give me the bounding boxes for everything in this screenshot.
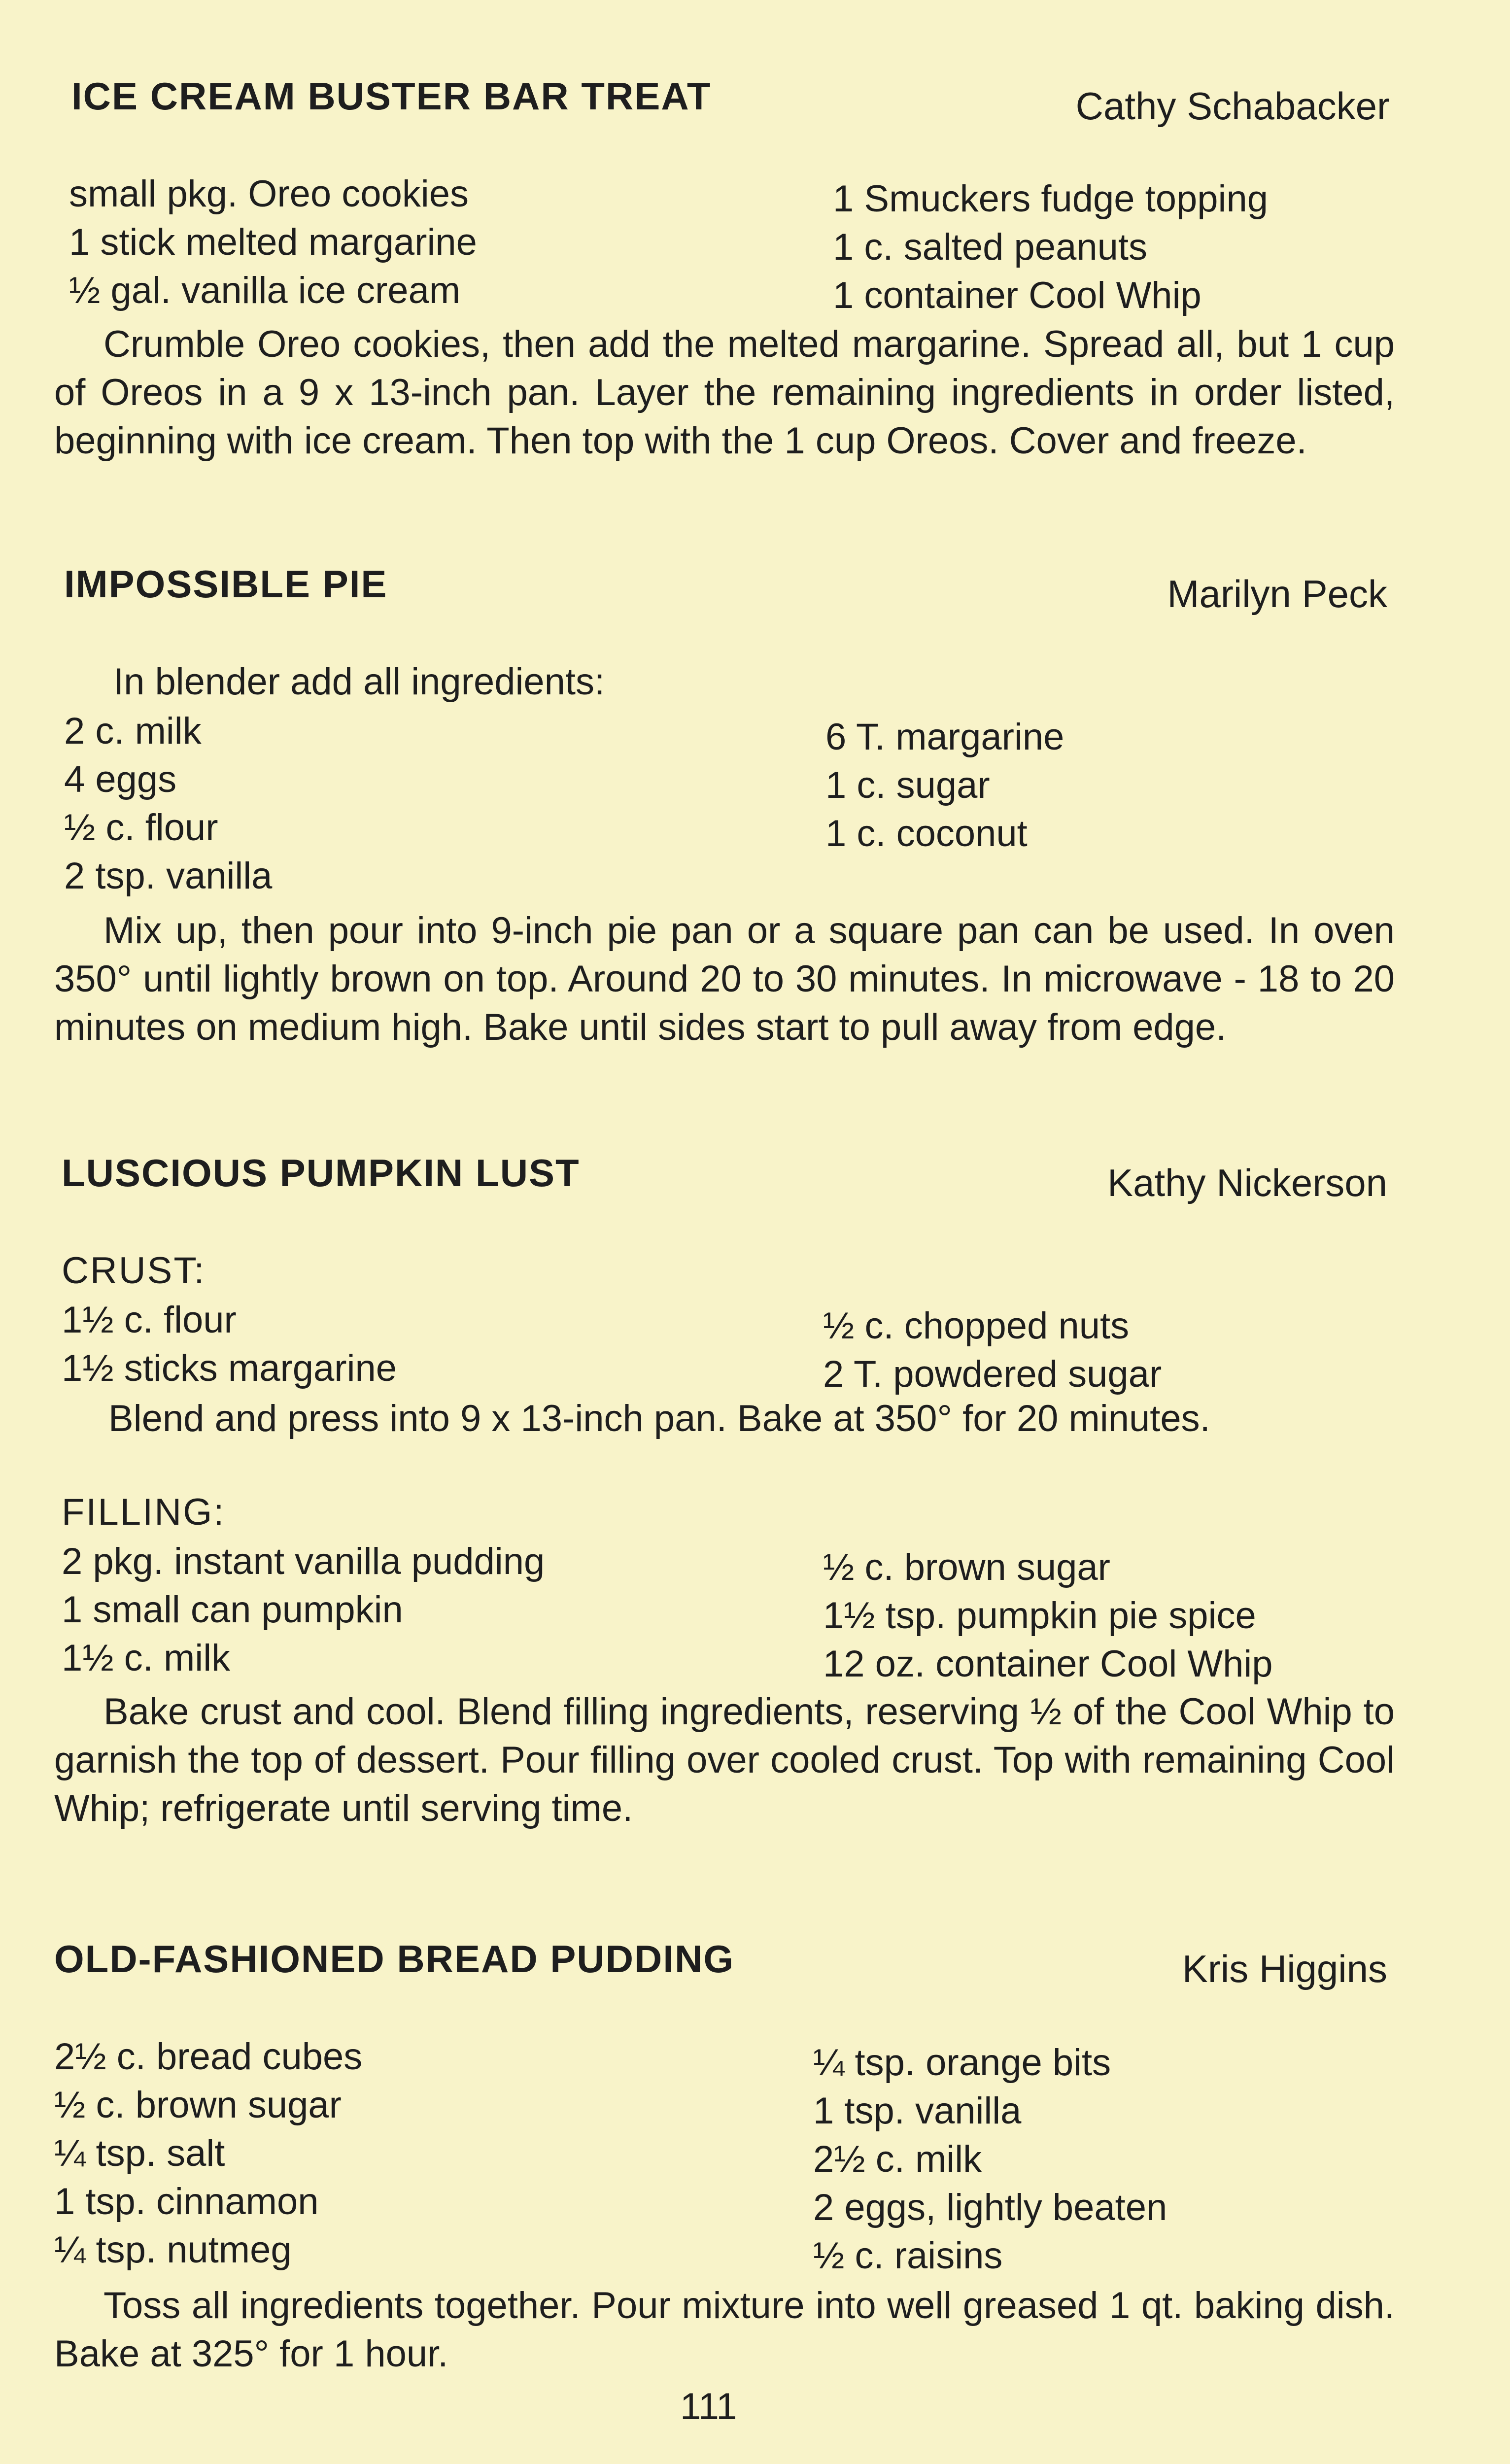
ingredient: 1 Smuckers fudge topping	[833, 178, 1268, 220]
recipe-intro: In blender add all ingredients:	[113, 661, 605, 703]
ingredient: 2 eggs, lightly beaten	[813, 2187, 1167, 2228]
recipe-author: Cathy Schabacker	[1075, 84, 1390, 128]
recipe-title: OLD-FASHIONED BREAD PUDDING	[54, 1937, 735, 1981]
page-number: 111	[680, 2386, 737, 2428]
ingredient: 1 small can pumpkin	[62, 1589, 403, 1631]
ingredient: 6 T. margarine	[825, 716, 1064, 758]
ingredient: 1 stick melted margarine	[69, 221, 477, 263]
ingredient: 1 c. coconut	[825, 813, 1028, 855]
recipe-title: ICE CREAM BUSTER BAR TREAT	[71, 74, 712, 118]
ingredient: 1 tsp. cinnamon	[54, 2181, 319, 2223]
ingredient: 2½ c. milk	[813, 2138, 982, 2180]
ingredient: 12 oz. container Cool Whip	[823, 1643, 1273, 1685]
filling-label: FILLING:	[62, 1491, 226, 1533]
recipe-ice-cream-buster-bar	[54, 74, 1395, 483]
ingredient: 1 tsp. vanilla	[813, 2090, 1022, 2132]
ingredient: 1 container Cool Whip	[833, 274, 1201, 316]
recipe-instructions: Mix up, then pour into 9-inch pie pan or a square pan can be used. In oven 350° until lightly brown on top. Around 20 to 30 minutes. In microwave - 18 to 20 minutes on medium high. Bake until sides start to pull away from edge.	[54, 910, 1395, 1048]
recipe-old-fashioned-bread-pudding	[54, 1937, 1395, 2375]
ingredient: 2½ c. bread cubes	[54, 2036, 363, 2078]
ingredient: 1½ c. flour	[62, 1299, 237, 1341]
ingredient: ½ c. brown sugar	[823, 1546, 1110, 1588]
ingredient: ¼ tsp. salt	[54, 2132, 225, 2174]
recipe-luscious-pumpkin-lust	[54, 1151, 1395, 1836]
recipe-instructions: Crumble Oreo cookies, then add the melted margarine. Spread all, but 1 cup of Oreos in a 9 x 13-inch pan. Layer the remaining ingredients in order listed, beginning with ice cream. Then top with the 1 cup Oreos. Cover and freeze.	[54, 323, 1395, 462]
ingredient: ¼ tsp. orange bits	[813, 2042, 1111, 2084]
ingredient: 2 c. milk	[64, 710, 202, 752]
recipe-title: IMPOSSIBLE PIE	[64, 562, 388, 606]
ingredient: ½ c. brown sugar	[54, 2084, 342, 2126]
ingredient: 2 T. powdered sugar	[823, 1353, 1162, 1395]
ingredient: 2 tsp. vanilla	[64, 855, 273, 897]
ingredient: 1½ sticks margarine	[62, 1347, 397, 1389]
recipe-author: Kris Higgins	[1182, 1947, 1387, 1990]
ingredient: ½ c. flour	[64, 807, 218, 849]
crust-label: CRUST:	[62, 1250, 206, 1292]
ingredient: 2 pkg. instant vanilla pudding	[62, 1540, 545, 1582]
ingredient: 1 c. sugar	[825, 764, 990, 806]
ingredient: ½ c. raisins	[813, 2235, 1003, 2277]
recipe-author: Marilyn Peck	[1167, 572, 1387, 616]
ingredient: ½ c. chopped nuts	[823, 1305, 1130, 1347]
ingredient: ¼ tsp. nutmeg	[54, 2229, 292, 2271]
recipe-author: Kathy Nickerson	[1107, 1161, 1387, 1204]
ingredient: 1½ c. milk	[62, 1637, 231, 1679]
recipe-impossible-pie	[54, 562, 1395, 1055]
recipe-instructions: Bake crust and cool. Blend filling ingredients, reserving ½ of the Cool Whip to garnish the top of dessert. Pour filling over cooled crust. Top with remaining Cool Whip; refrigerate until serving time.	[54, 1691, 1395, 1829]
recipe-instructions: Toss all ingredients together. Pour mixture into well greased 1 qt. baking dish. Bake at 325° for 1 hour.	[54, 2285, 1395, 2375]
ingredient: small pkg. Oreo cookies	[69, 173, 469, 215]
ingredient: 4 eggs	[64, 758, 177, 800]
ingredient: 1½ tsp. pumpkin pie spice	[823, 1595, 1256, 1637]
crust-instructions: Blend and press into 9 x 13-inch pan. Bake at 350° for 20 minutes.	[108, 1398, 1210, 1439]
ingredient: ½ gal. vanilla ice cream	[69, 270, 461, 311]
recipe-title: LUSCIOUS PUMPKIN LUST	[62, 1151, 580, 1195]
ingredient: 1 c. salted peanuts	[833, 226, 1147, 268]
